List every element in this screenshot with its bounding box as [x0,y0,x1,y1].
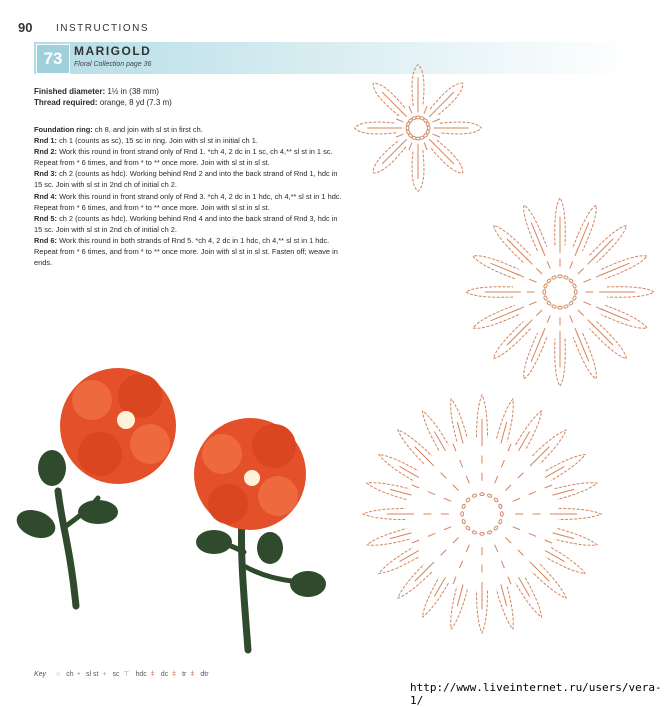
pattern-number: 73 [36,44,70,74]
key-symbol: ǂ [172,671,177,678]
leaf-right-top [257,532,283,564]
key-symbol: • [77,671,80,678]
leaf-left-low [13,505,59,543]
instruction-row: Rnd 5: ch 2 (counts as hdc). Working behind Rnd 4 and into the back strand of Rnd 3, hdc in 15 sc. Join with sl st in 2nd ch of initial ch 2. [34,213,338,234]
key-name: dc [160,671,169,678]
instruction-row: Rnd 3: ch 2 (counts as hdc). Working behind Rnd 2 and into the back strand of Rnd 1, hdc in 15 sc. Join with sl st in 2nd ch of initial ch 2. [34,169,338,190]
leaf-left-top [38,450,66,486]
flower-right [194,418,306,530]
pattern-title: MARIGOLD [74,44,152,58]
instruction-row: Rnd 1: ch 1 (counts as sc), 15 sc in ring. Join with sl st in initial ch 1. [34,136,258,146]
key-name: hdc [135,671,147,678]
key-symbol: ○ [56,671,61,678]
spec-thread: Thread required: orange, 8 yd (7.3 m) [34,98,172,107]
spec-diameter: Finished diameter: 1½ in (38 mm) [34,87,159,96]
marigold-photo [0,356,340,656]
stitch-key: Key ○ ch • sl st + sc ⊤ hdc ǂ dc ǂ tr ǂ dtr [34,671,209,678]
diagram-round-4 [462,194,658,390]
key-symbol: ǂ [190,671,195,678]
page-header [18,18,658,40]
specs [34,86,334,108]
instruction-row: Foundation ring: ch 8, and join with sl st in first ch. [34,125,203,134]
source-watermark: http://www.liveinternet.ru/users/vera-1/ [410,681,662,707]
instructions [34,124,346,268]
key-symbol: ǂ [150,671,155,678]
section-title: INSTRUCTIONS [56,23,149,34]
key-name: tr [182,671,187,678]
page-number: 90 [18,20,33,35]
key-name: ch [66,671,74,678]
diagram-round-2 [352,62,484,194]
leaf-right-low [290,571,326,597]
key-symbol: + [102,671,107,678]
key-name: sl st [86,671,99,678]
key-name: sc [112,671,120,678]
leaf-left-mid [78,500,118,524]
key-symbol: ⊤ [123,671,130,678]
flower-left [60,368,176,484]
instruction-row: Rnd 6: Work this round in both strands of Rnd 5. *ch 4, 2 dc in 1 hdc, ch 4,** sl st in 1 hdc. Repeat from * 6 times, and from * to ** once more. Join with sl st in sl st. Fasten off; weave in ends. [34,235,338,268]
pattern-source: Floral Collection page 36 [74,61,152,68]
instruction-row: Rnd 2: Work this round in front strand only of Rnd 1. *ch 4, 2 dc in 1 sc, ch 4,** sl st in 1 sc. Repeat from * 6 times, and from * to ** once more. Join with sl st in sl st. [34,147,333,168]
diagram-round-6 [358,390,606,638]
instruction-row: Rnd 4: Work this round in front strand only of Rnd 3. *ch 4, 2 dc in 1 hdc, ch 4,** sl st in 1 hdc. Repeat from * 6 times, and from * to ** once more. Join with sl st in sl st. [34,191,342,212]
leaf-right-left [196,530,232,554]
key-name: dtr [200,671,209,678]
